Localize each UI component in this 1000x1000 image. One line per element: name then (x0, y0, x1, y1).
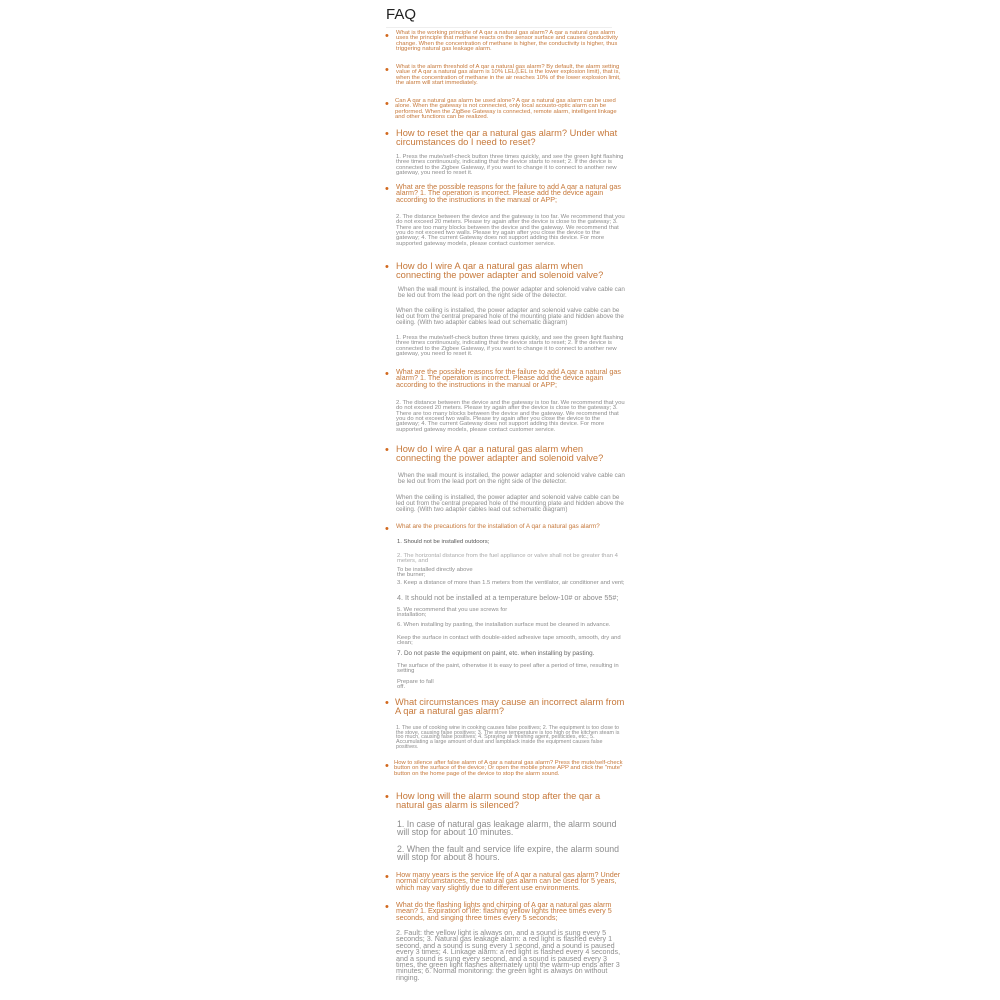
answer-text: Prepare to fall off. (397, 679, 434, 691)
answer-how-long-2 (385, 845, 625, 862)
precaution-5 (385, 608, 515, 619)
answer-text: When the ceiling is installed, the power adapter and solenoid valve cable can be led out from the central prepared hole of the mounting plate and hidden above the ceiling. (With two adapter cables lead out schematic diagram) (396, 307, 624, 326)
question-text: • How to reset the qar a natural gas alarm? Under what circumstances do I need to reset? (396, 128, 618, 148)
answer-text: 2. The horizontal distance from the fuel appliance or valve shall not be greater than 4 meters, and (397, 553, 618, 565)
precaution-6b (385, 636, 625, 647)
answer-how-long-1 (385, 820, 625, 837)
precaution-6 (385, 623, 625, 628)
precaution-2 (385, 554, 625, 565)
answer-flashing-lights (385, 930, 625, 981)
answer-text: 2. When the fault and service life expire, the alarm sound will stop for about 8 hours. (397, 844, 619, 863)
answer-text: 5. We recommend that you use screws for installation; (397, 607, 508, 619)
answer-reset-repeat (385, 336, 625, 357)
question-text: • Can A qar a natural gas alarm be used alone? A qar a natural gas alarm can be used alone. When the gateway is not connected, only local acousto-optic alarm can be performed. When the ZigBee Gateway is connected, remote alarm, intelligent linkage and other functions can be realized. (395, 98, 617, 121)
faq-item-incorrect-alarm (385, 698, 625, 716)
faq-item-flashing-lights (385, 902, 625, 921)
answer-text: 1. Press the mute/self-check button three times quickly, and see the green light flashing three times continuously, indicating that the device starts to reset; 2. If the device is connected to the Zigbee Gateway, if you want to change it to connect to another new gateway, you need to reset it. (396, 335, 624, 358)
answer-text: When the wall mount is installed, the power adapter and solenoid valve cable can be led out from the lead port on the right side of the detector. (398, 286, 625, 299)
answer-text: 1. Should not be installed outdoors; (397, 539, 490, 545)
faq-item-how-long (385, 792, 625, 810)
answer-add-failure-repeat (385, 401, 625, 433)
answer-text: 2. The distance between the device and the gateway is too far. We recommend that you do not exceed 20 meters. Please try again after the device is close to the gateway; 3. There are too many blocks between the device and the gateway. We recommend that you do not exceed two walls. Please try again after you close the device to the gateway; 4. The current Gateway does not support adding this device. For more supported gateway models, please contact customer service. (396, 400, 625, 433)
faq-item-alarm-threshold (385, 65, 625, 86)
precaution-7c (385, 680, 435, 691)
question-text: • What is the alarm threshold of A qar a natural gas alarm? By default, the alarm setting value of A qar a natural gas alarm is 10% LEL(LEL is the lower explosion limit), that is, when the concentration of methane in the air reaches 10% of the lower explosion limit, the alarm will start immediately. (396, 64, 621, 87)
answer-text: 1. In case of natural gas leakage alarm, the alarm sound will stop for about 10 minutes. (397, 819, 617, 838)
faq-item-silence (385, 761, 625, 777)
precaution-2b (385, 568, 475, 579)
answer-text: 2. The distance between the device and the gateway is too far. We recommend that you do not exceed 20 meters. Please try again after the device is close to the gateway; 3. There are too many blocks between the device and the gateway. We recommend that you do not exceed two walls. Please try again after you close the device to the gateway; 4. The current Gateway does not support adding this device. For more supported gateway models, please contact customer service. (396, 214, 625, 247)
answer-ceiling-mount-repeat (385, 495, 625, 512)
answer-text: The surface of the paint, otherwise it is easy to peel after a period of time, resulting in setting (397, 663, 619, 675)
answer-reset (385, 155, 625, 176)
answer-text: To be installed directly above the burner; (397, 567, 473, 579)
answer-text: 4. It should not be installed at a temperature below-10# or above 55#; (397, 593, 619, 602)
answer-text: 7. Do not paste the equipment on paint, etc. when installing by pasting. (397, 650, 595, 657)
faq-item-wiring-repeat (385, 445, 625, 463)
question-text: • What is the working principle of A qar a natural gas alarm? A qar a natural gas alarm uses the principle that methane reacts on the sensor surface and causes conductivity change. When the concentration of methane is higher, the conductivity is higher, thus triggering natural gas leakage alarm. (396, 30, 619, 53)
faq-item-add-failure-repeat (385, 369, 625, 388)
faq-item-service-life (385, 872, 625, 891)
answer-text: Keep the surface in contact with double-sided adhesive tape smooth, smooth, dry and clean; (397, 635, 621, 647)
answer-wall-mount-repeat (385, 473, 625, 485)
faq-item-precautions (385, 524, 625, 530)
answer-ceiling-mount (385, 308, 625, 325)
faq-item-used-alone (385, 99, 625, 120)
question-text: • What are the possible reasons for the failure to add A qar a natural gas alarm? 1. The operation is incorrect. Please add the device again according to the instructions in the manual or APP; (396, 182, 621, 204)
title-divider (386, 27, 612, 28)
page-title: FAQ (386, 6, 417, 23)
answer-text: When the wall mount is installed, the power adapter and solenoid valve cable can be led out from the lead port on the right side of the detector. (398, 472, 625, 485)
question-text: • What are the precautions for the installation of A qar a natural gas alarm? (396, 523, 600, 530)
answer-text: 1. The use of cooking wine in cooking causes false positives; 2. The equipment is too close to the stove, causing false positives; 3. The stove temperature is too high or the kitchen steam is too much, causing false positives; 4. Spraying air freshing agent, pesticides, etc.; 5. Accumulating a large amount of dust and lampblack inside the equipment causes false positives. (396, 725, 620, 750)
answer-text: 2. Fault: the yellow light is always on, and a sound is sung every 5 seconds; 3. Natural gas leakage alarm: a red light is flashed every 1 second, and a sound is sung every 1 second, and a sound is paused every 3 times; 4. Linkage alarm: a red light is flashed every 4 seconds, and a sound is sung every second, and a sound is paused every 3 times, the green light flashes alternately until the warm-up ends after 3 minutes; 6. Normal monitoring: the green light is always on without ringing. (396, 928, 621, 982)
question-text: • What circumstances may cause an incorrect alarm from A qar a natural gas alarm? (395, 697, 625, 717)
question-text: • How do I wire A qar a natural gas alarm when connecting the power adapter and solenoid valve? (396, 444, 604, 464)
faq-item-reset (385, 129, 625, 147)
answer-text: 1. Press the mute/self-check button three times quickly, and see the green light flashing three times continuously, indicating that the device starts to reset; 2. If the device is connected to the Zigbee Gateway, if you want to change it to connect to another new gateway, you need to reset it. (396, 154, 624, 177)
precaution-4 (385, 595, 625, 601)
answer-wall-mount (385, 287, 625, 299)
answer-incorrect-alarm (385, 726, 625, 750)
question-text: • How many years is the service life of A qar a natural gas alarm? Under normal circumstances, the natural gas alarm can be used for 5 years, which may vary slightly due to different use environments. (396, 870, 621, 892)
question-text: • How do I wire A qar a natural gas alarm when connecting the power adapter and solenoid valve? (396, 261, 604, 281)
question-text: • How to silence after false alarm of A qar a natural gas alarm? Press the mute/self-check button on the surface of the device; Or open the mobile phone APP and click the "mute" button on the home page of the device to stop the alarm sound. (394, 760, 623, 777)
faq-item-working-principle (385, 31, 625, 52)
precaution-3 (385, 581, 625, 586)
precaution-1 (385, 540, 625, 545)
precaution-7 (385, 651, 625, 657)
question-text: • What do the flashing lights and chirping of A qar a natural gas alarm mean? 1. Expiration of life: flashing yellow lights three times every 5 seconds, and singing three times every 5 seconds; (396, 900, 612, 922)
faq-item-add-failure (385, 184, 625, 203)
answer-text: 6. When installing by pasting, the installation surface must be cleaned in advance. (397, 622, 611, 628)
question-text: • How long will the alarm sound stop after the qar a natural gas alarm is silenced? (396, 791, 601, 811)
question-text: • What are the possible reasons for the failure to add A qar a natural gas alarm? 1. The operation is incorrect. Please add the device again according to the instructions in the manual or APP; (396, 367, 621, 389)
answer-text: When the ceiling is installed, the power adapter and solenoid valve cable can be led out from the central prepared hole of the mounting plate and hidden above the ceiling. (With two adapter cables lead out schematic diagram) (396, 494, 624, 513)
answer-add-failure (385, 215, 625, 247)
answer-text: 3. Keep a distance of more than 1.5 meters from the ventilator, air conditioner and vent; (397, 580, 625, 586)
faq-item-wiring (385, 262, 625, 280)
precaution-7b (385, 664, 625, 675)
